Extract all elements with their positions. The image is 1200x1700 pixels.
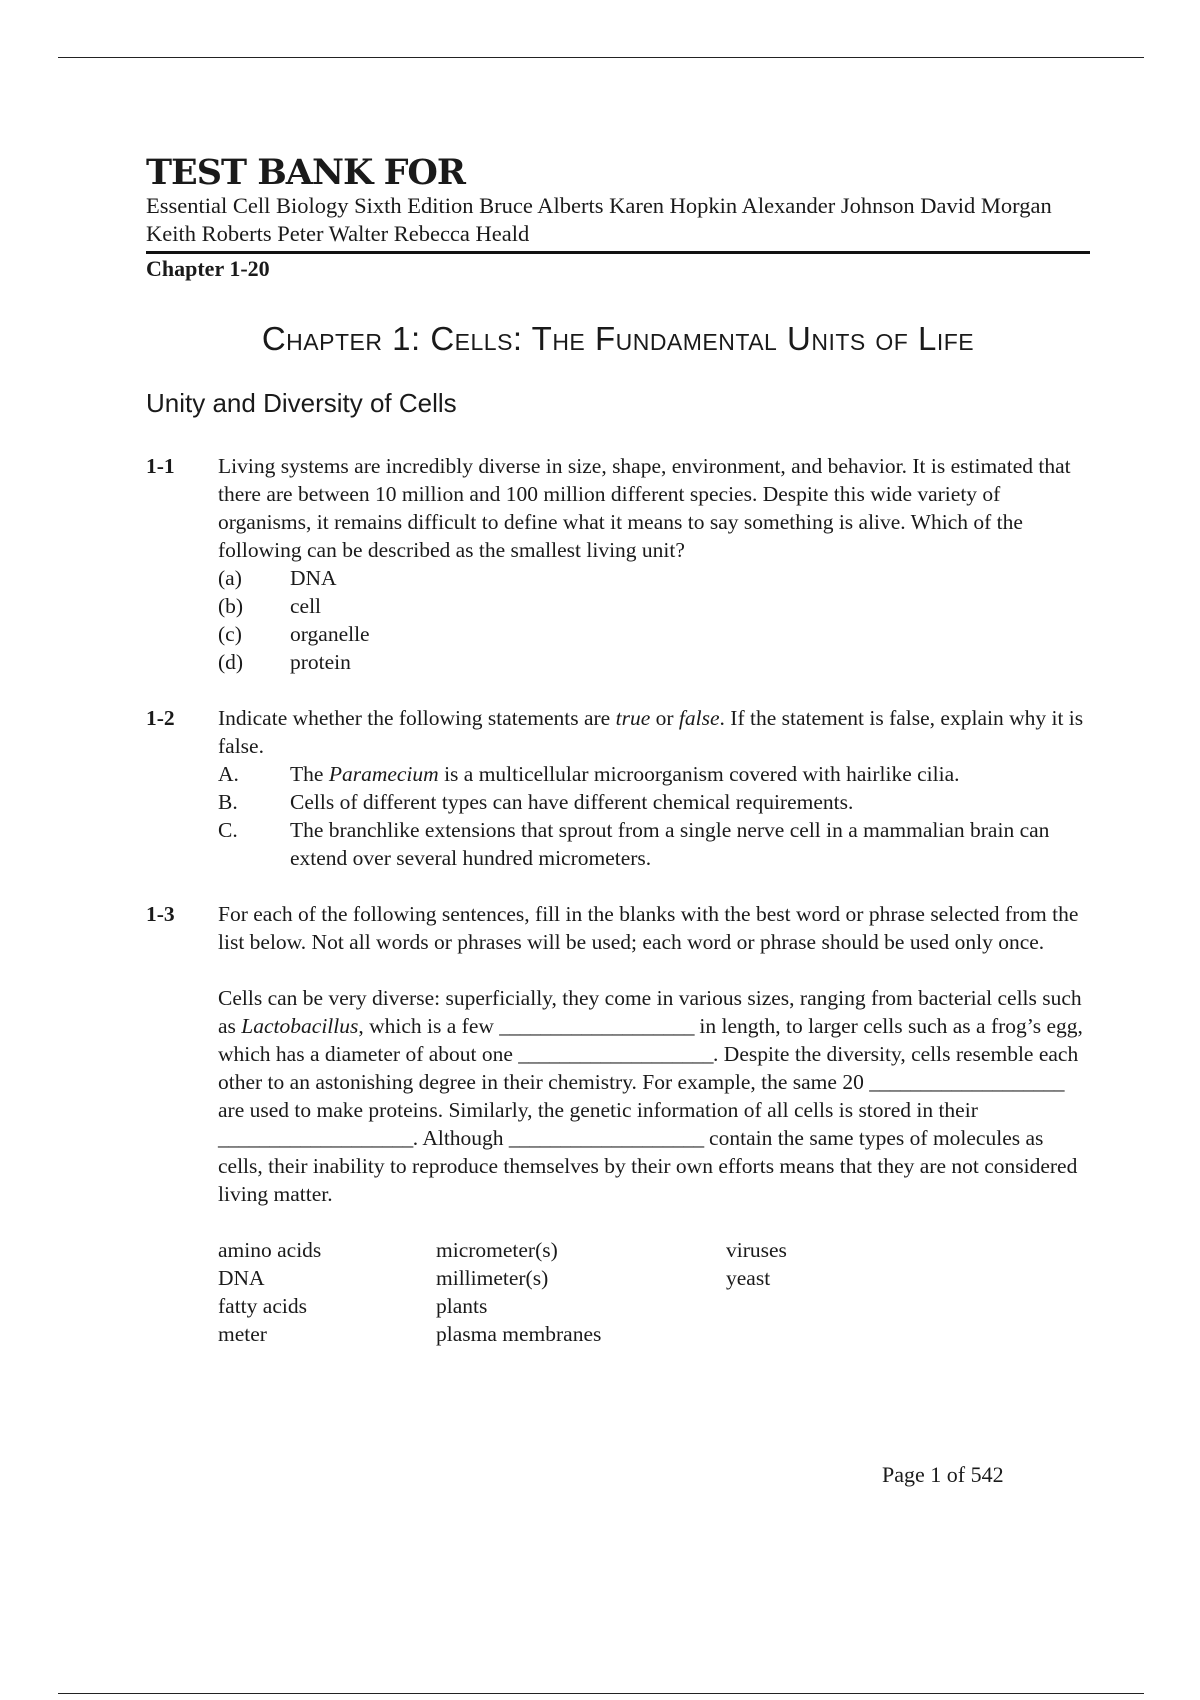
option-text: protein bbox=[290, 649, 351, 674]
word-bank-item: yeast bbox=[726, 1265, 771, 1290]
word-bank-item: meter bbox=[218, 1321, 267, 1346]
fill-blank: ___________________ bbox=[518, 1041, 714, 1066]
question-1-2 bbox=[146, 704, 1090, 872]
section-heading: Unity and Diversity of Cells bbox=[146, 387, 457, 418]
answer-option bbox=[218, 564, 1090, 592]
organism-name: Lactobacillus bbox=[241, 1013, 359, 1038]
statement-c bbox=[218, 816, 1090, 872]
paragraph-text: are used to make proteins. Similarly, the genetic information of all cells is stored in their bbox=[218, 1097, 978, 1122]
question-1-3 bbox=[146, 900, 1090, 1348]
answer-option bbox=[218, 648, 1090, 676]
fill-in-paragraph bbox=[218, 984, 1090, 1208]
chapter-range: Chapter 1-20 bbox=[146, 251, 1090, 284]
test-bank-title: TEST BANK FOR bbox=[146, 152, 465, 193]
page-number: Page 1 of 542 bbox=[882, 1462, 1004, 1487]
organism-name: Paramecium bbox=[328, 761, 439, 786]
word-bank-item: fatty acids bbox=[218, 1293, 307, 1318]
word-bank-column-3 bbox=[726, 1236, 946, 1348]
fill-blank: ___________________ bbox=[499, 1013, 695, 1038]
option-text: cell bbox=[290, 593, 322, 618]
fill-blank: ___________________ bbox=[869, 1069, 1064, 1094]
answer-option bbox=[218, 592, 1090, 620]
question-text: For each of the following sentences, fill in the blanks with the best word or phrase selected from the list below. Not all words or phrases will be used; each word or phrase should be used only once. bbox=[218, 901, 1079, 954]
book-authors: Essential Cell Biology Sixth Edition Bruce Alberts Karen Hopkin Alexander Johnson David Morgan Keith Roberts Peter Walter Rebecca Heald bbox=[146, 192, 1052, 246]
option-text: organelle bbox=[290, 621, 370, 646]
option-label: (b) bbox=[218, 593, 244, 618]
question-text bbox=[218, 704, 1090, 760]
word-bank-item: DNA bbox=[218, 1265, 265, 1290]
statement-text: The branchlike extensions that sprout from a single nerve cell in a mammalian brain can extend over several hundred micrometers. bbox=[290, 817, 1050, 870]
option-text: DNA bbox=[290, 565, 337, 590]
option-label: (a) bbox=[218, 565, 242, 590]
word-bank-item: viruses bbox=[726, 1237, 787, 1262]
intro-text: Indicate whether the following statements are bbox=[218, 705, 616, 730]
answer-option bbox=[218, 620, 1090, 648]
statement-b bbox=[218, 788, 1090, 816]
question-1-1 bbox=[146, 452, 1090, 676]
word-bank-item: millimeter(s) bbox=[436, 1265, 549, 1290]
word-bank-column-1 bbox=[218, 1236, 436, 1348]
or-word: or bbox=[650, 705, 679, 730]
paragraph-text: , which is a few bbox=[358, 1013, 500, 1038]
statement-text-end: is a multicellular microorganism covered with hairlike cilia. bbox=[438, 761, 960, 786]
question-number: 1-3 bbox=[146, 901, 175, 926]
chapter-heading: Chapter 1: Cells: The Fundamental Units of Life bbox=[261, 319, 975, 357]
paragraph-text: contain the same types of molecules as cells, their inability to reproduce themselves by their own efforts means that they are not considered living matter. bbox=[218, 1125, 1078, 1206]
statement-label: A. bbox=[218, 761, 239, 786]
word-bank-column-2 bbox=[436, 1236, 726, 1348]
word-bank-item: plants bbox=[436, 1293, 488, 1318]
paragraph-text: . Although bbox=[412, 1125, 509, 1150]
word-bank-item: plasma membranes bbox=[436, 1321, 602, 1346]
top-rule bbox=[58, 57, 1144, 58]
question-number: 1-2 bbox=[146, 705, 175, 730]
word-bank bbox=[218, 1236, 1090, 1348]
true-word: true bbox=[615, 705, 651, 730]
intro-text-end: . If the statement is false, explain why it is false. bbox=[218, 705, 1084, 758]
statement-label: C. bbox=[218, 817, 238, 842]
bottom-rule bbox=[58, 1693, 1144, 1694]
statement-a bbox=[218, 760, 1090, 788]
page-content bbox=[146, 152, 1090, 1348]
option-label: (d) bbox=[218, 649, 244, 674]
question-text: Living systems are incredibly diverse in size, shape, environment, and behavior. It is estimated that there are between 10 million and 100 million different species. Despite this wide variety of organisms, it remains difficult to define what it means to say something is alive. Which of the following can be described as the smallest living unit? bbox=[218, 453, 1071, 562]
paragraph-text: Cells can be very diverse: superficially, they come in various sizes, ranging from bacterial cells such as bbox=[218, 985, 1082, 1038]
question-number: 1-1 bbox=[146, 453, 175, 478]
word-bank-item: amino acids bbox=[218, 1237, 322, 1262]
option-label: (c) bbox=[218, 621, 242, 646]
paragraph-text: in length, to larger cells such as a frog’s egg, which has a diameter of about one bbox=[218, 1013, 1083, 1066]
statement-label: B. bbox=[218, 789, 238, 814]
word-bank-item: micrometer(s) bbox=[436, 1237, 558, 1262]
false-word: false bbox=[678, 705, 720, 730]
statement-text: The bbox=[290, 761, 329, 786]
fill-blank: ___________________ bbox=[508, 1125, 704, 1150]
statement-text: Cells of different types can have different chemical requirements. bbox=[290, 789, 854, 814]
paragraph-text: . Despite the diversity, cells resemble each other to an astonishing degree in their chemistry. For example, the same 20 bbox=[218, 1041, 1079, 1094]
fill-blank: ___________________ bbox=[218, 1125, 413, 1150]
